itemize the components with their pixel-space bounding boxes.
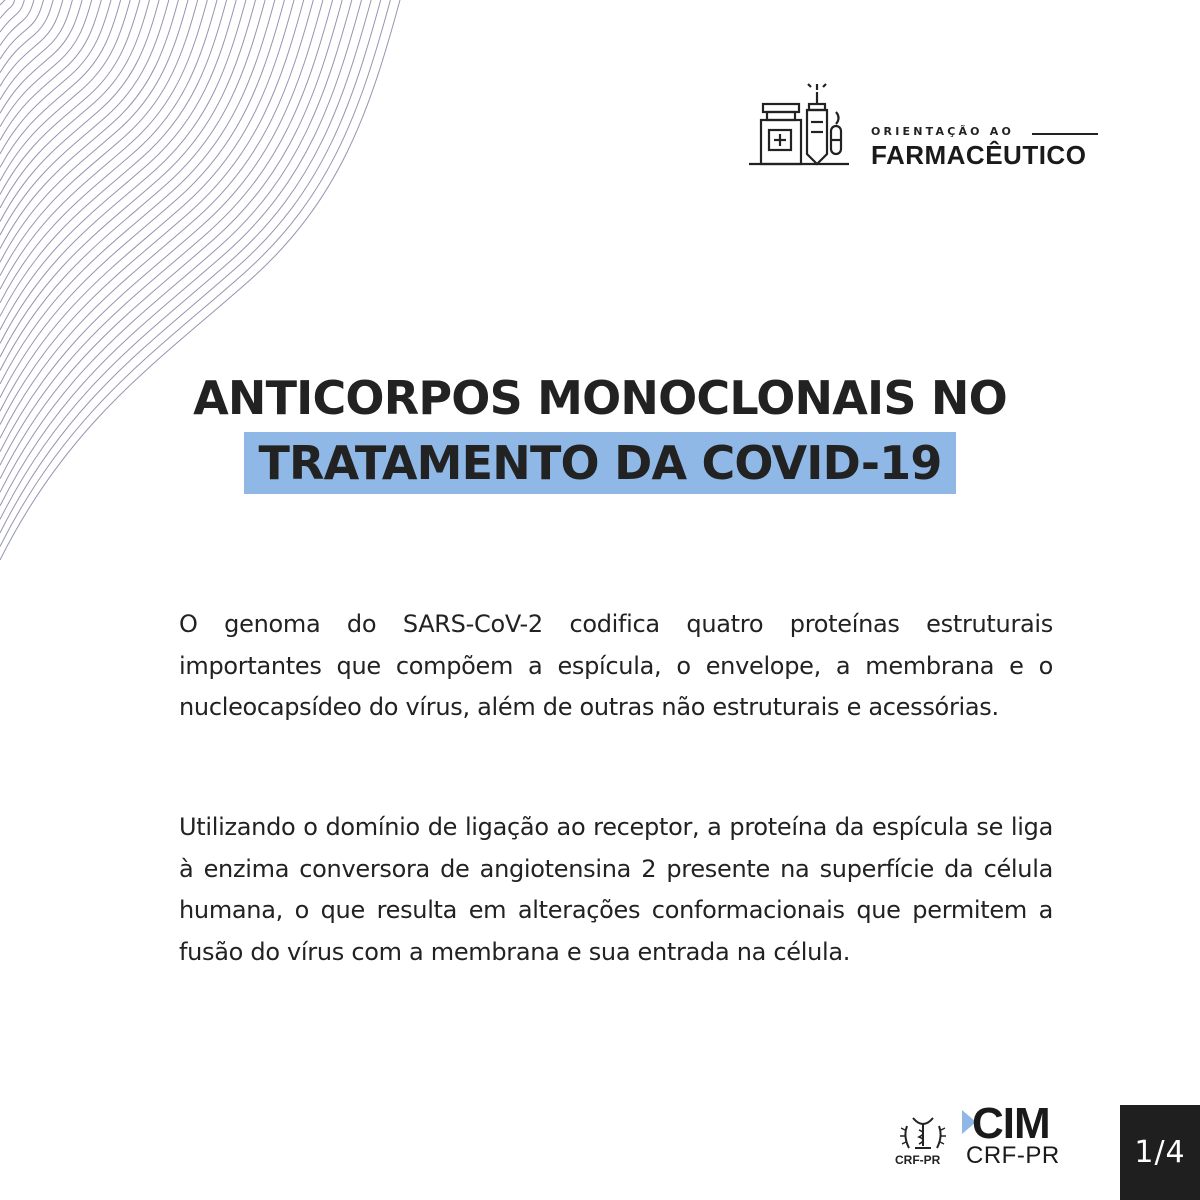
- logo-title-text: FARMACÊUTICO: [871, 140, 1087, 170]
- wave-line: [0, 0, 72, 100]
- wave-line: [0, 0, 304, 425]
- orientacao-farmaceutico-logo: [745, 82, 1105, 172]
- page-title: [0, 368, 1200, 494]
- wave-line: [0, 0, 150, 208]
- pharmacy-items-icon: [745, 82, 865, 172]
- title-line-1: ANTICORPOS MONOCLONAIS NO: [193, 371, 1007, 425]
- logo-kicker-rule: [1032, 133, 1098, 135]
- wave-line: [0, 0, 130, 181]
- body-paragraph-2: Utilizando o domínio de ligação ao receptor, a proteína da espícula se liga à enzima conversora de angiotensina 2 presente na superfície da célula humana, o que resulta em alterações conformacionais que permitem a fusão do vírus com a membrana e sua entrada na célula.: [179, 813, 1053, 966]
- wave-line: [0, 0, 5, 5]
- wave-line: [0, 0, 217, 303]
- wave-line: [0, 0, 82, 113]
- body-paragraph-1: O genoma do SARS-CoV-2 codifica quatro proteínas estruturais importantes que compõem a espícula, o envelope, a membrana e o nucleocapsídeo do vírus, além de outras não estruturais e acessórias.: [179, 610, 1053, 721]
- cim-logo-subtitle: CRF-PR: [966, 1142, 1060, 1169]
- logo-kicker-text: ORIENTAÇÃO AO: [871, 125, 1015, 138]
- crf-pr-label: CRF-PR: [895, 1153, 941, 1167]
- wave-line: [0, 0, 92, 127]
- cim-logo-title: CIM: [972, 1099, 1050, 1148]
- wave-line: [0, 0, 207, 289]
- wave-line: [0, 0, 236, 330]
- title-line-2-highlighted: TRATAMENTO DA COVID-19: [244, 432, 955, 494]
- wave-line: [0, 0, 101, 140]
- wave-line: [0, 0, 44, 59]
- page-indicator: 1/4: [1120, 1105, 1200, 1200]
- wave-line: [0, 0, 275, 384]
- wave-line: [0, 0, 265, 371]
- wave-line: [0, 0, 178, 249]
